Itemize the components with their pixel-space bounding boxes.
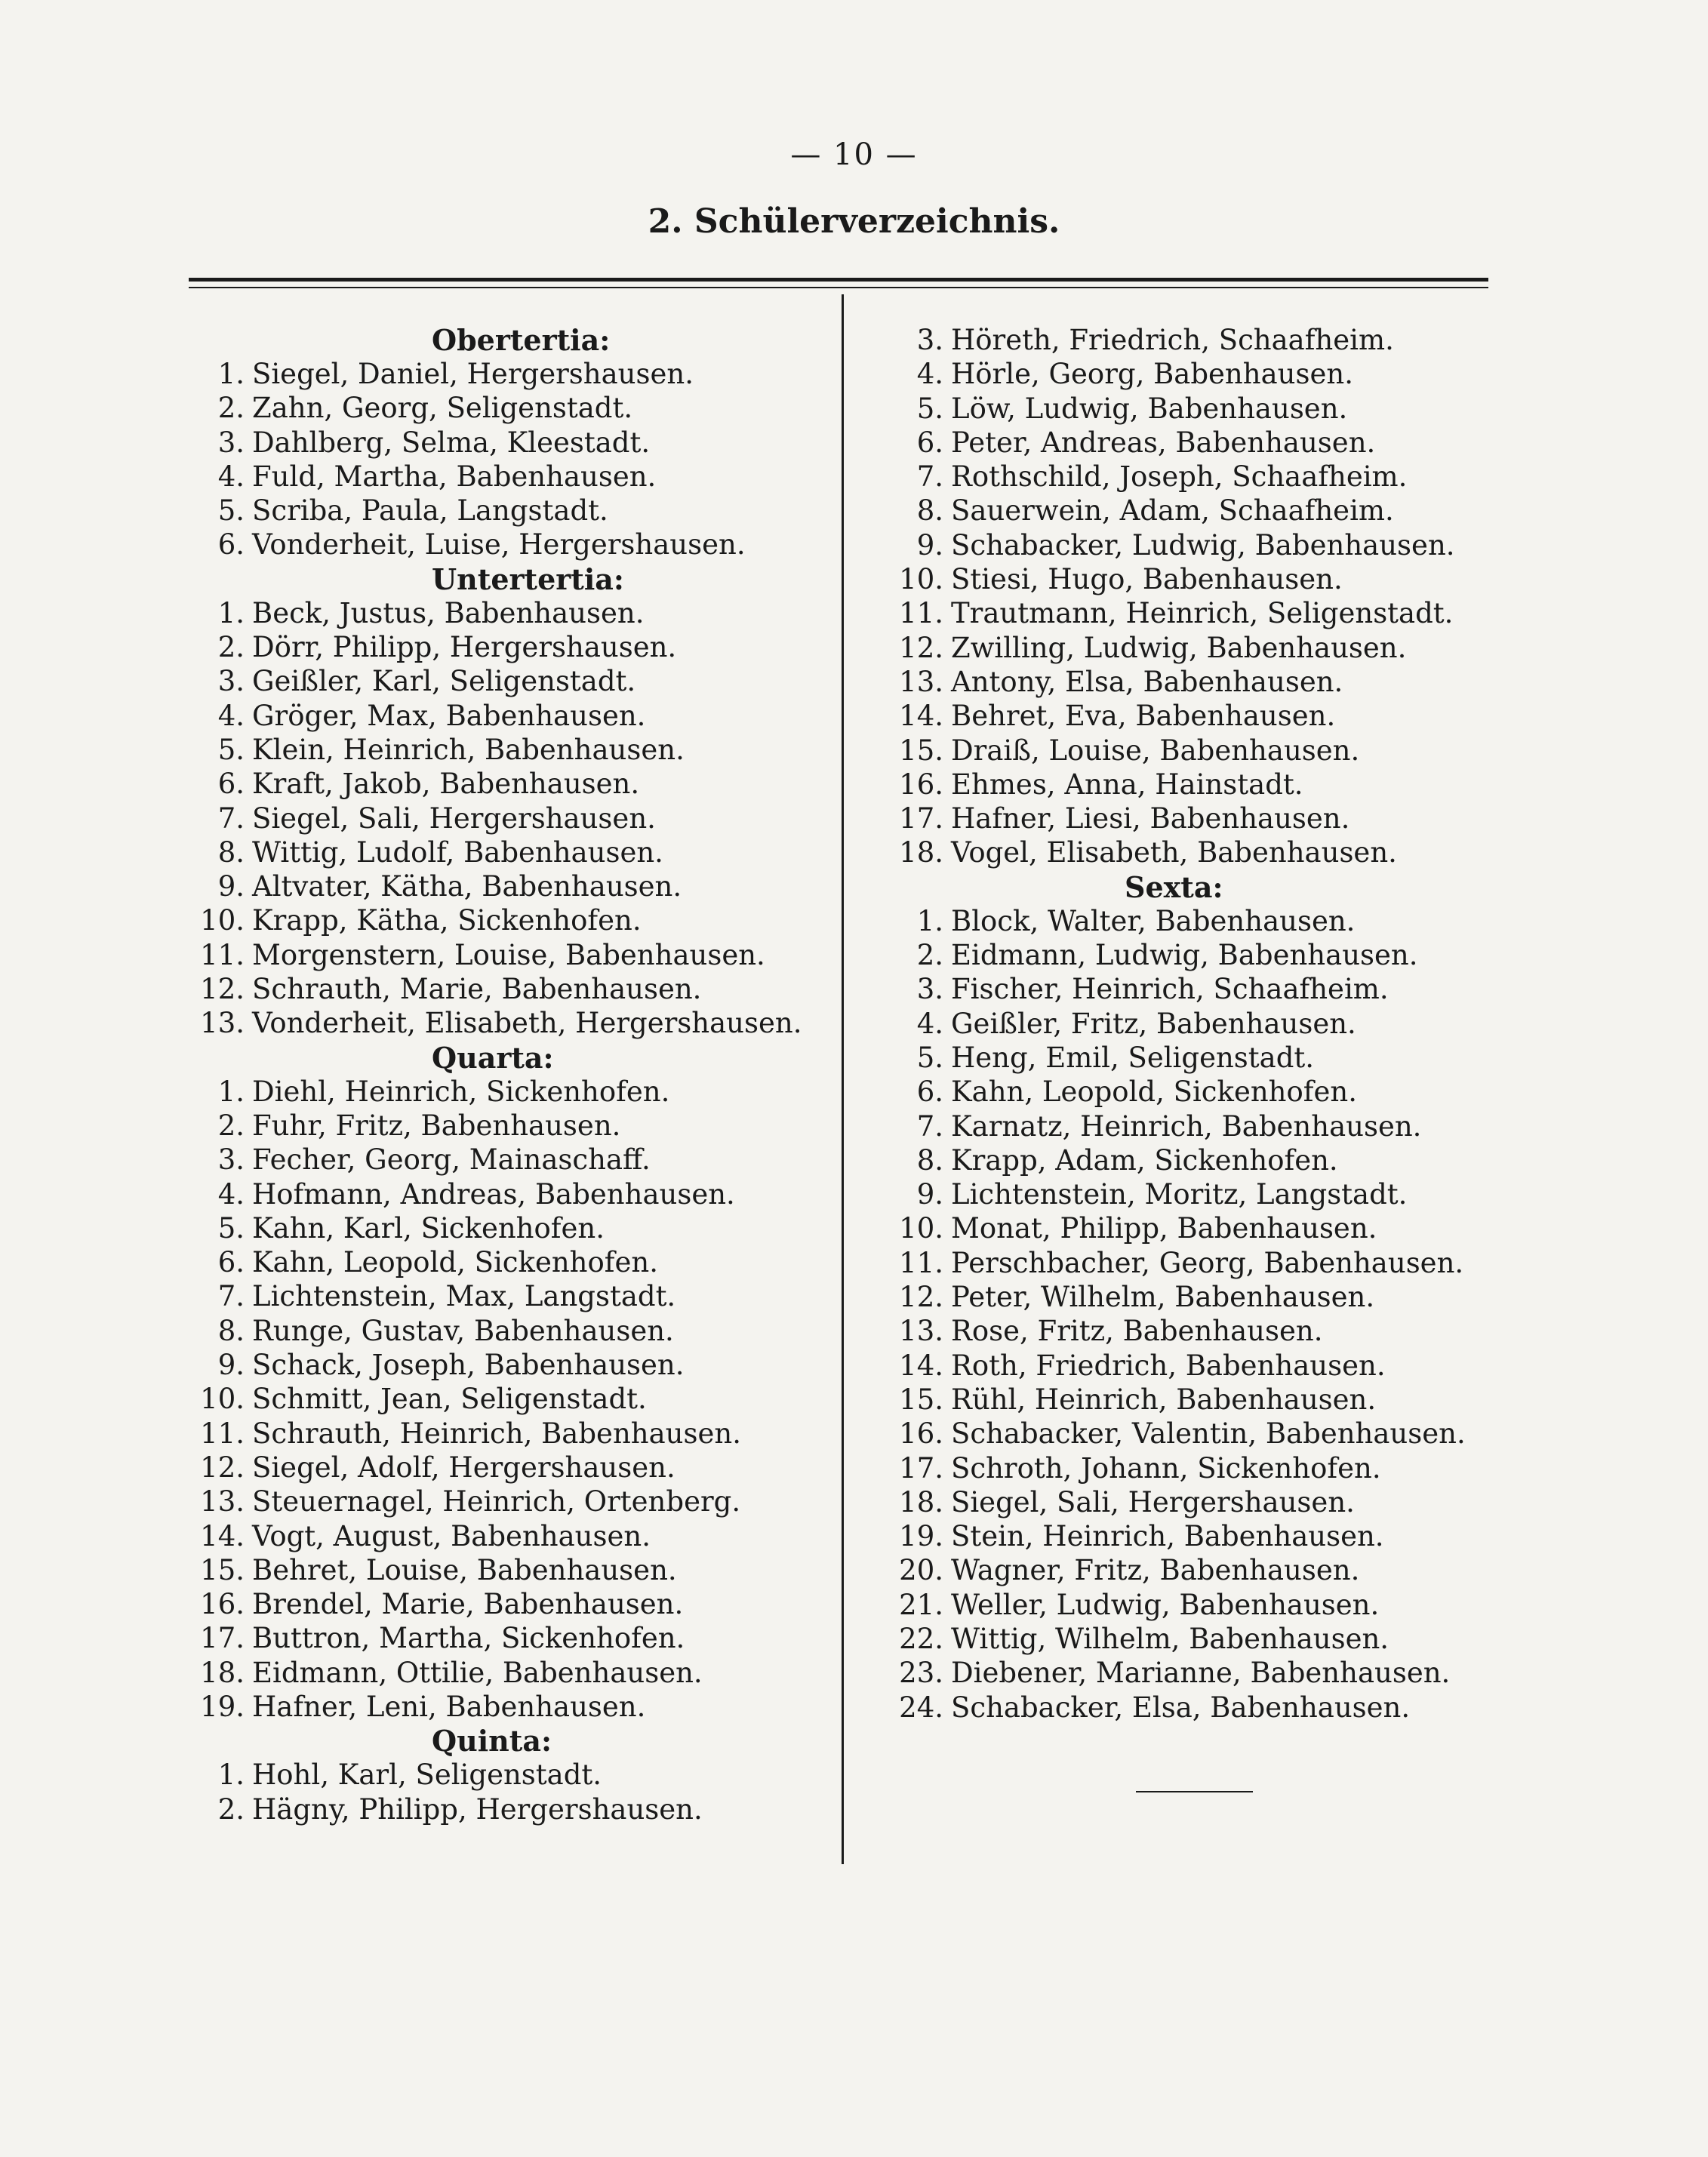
- student-entry: [876, 1691, 1494, 1725]
- student-entry: [198, 699, 817, 733]
- entry-number: 10.: [200, 904, 245, 937]
- student-name: Buttron, Martha, Sickenhofen.: [252, 1622, 685, 1655]
- student-entry: [198, 1451, 817, 1485]
- entry-number: 17.: [899, 802, 943, 835]
- student-name: Stein, Heinrich, Babenhausen.: [951, 1520, 1384, 1553]
- entry-number: 22.: [899, 1622, 943, 1655]
- header-rule-thin: [189, 287, 1488, 288]
- entry-number: 1.: [217, 1075, 245, 1108]
- student-entry: [876, 972, 1494, 1006]
- student-entry: [876, 1109, 1494, 1143]
- student-entry: [876, 1143, 1494, 1177]
- entry-number: 5.: [916, 392, 943, 425]
- student-name: Hägny, Philipp, Hergershausen.: [252, 1792, 703, 1826]
- student-entry: [198, 835, 817, 869]
- entry-number: 6.: [217, 528, 245, 562]
- student-entry: [198, 1177, 817, 1211]
- entry-number: 17.: [899, 1451, 943, 1485]
- entry-number: 4.: [916, 1007, 943, 1040]
- student-entry: [876, 494, 1494, 528]
- student-name: Hafner, Leni, Babenhausen.: [252, 1690, 646, 1723]
- entry-number: 18.: [899, 836, 943, 869]
- student-name: Zahn, Georg, Seligenstadt.: [252, 392, 633, 425]
- student-entry: [198, 767, 817, 801]
- student-entry: [198, 630, 817, 664]
- entry-number: 3.: [217, 665, 245, 698]
- student-entry: [876, 1211, 1494, 1245]
- entry-number: 11.: [899, 1246, 943, 1279]
- entry-number: 17.: [200, 1622, 245, 1655]
- student-name: Diebener, Marianne, Babenhausen.: [951, 1657, 1451, 1690]
- student-name: Wittig, Wilhelm, Babenhausen.: [951, 1622, 1389, 1655]
- student-entry: [198, 1143, 817, 1177]
- student-name: Krapp, Adam, Sickenhofen.: [951, 1143, 1338, 1177]
- student-entry: [876, 323, 1494, 357]
- student-name: Block, Walter, Babenhausen.: [951, 904, 1356, 937]
- student-entry: [876, 357, 1494, 391]
- entry-number: 20.: [899, 1554, 943, 1587]
- student-name: Schack, Joseph, Babenhausen.: [252, 1349, 685, 1382]
- entry-number: 13.: [899, 665, 943, 698]
- student-entry: [876, 904, 1494, 938]
- student-entry: [198, 596, 817, 630]
- student-entry: [876, 1417, 1494, 1451]
- entry-number: 12.: [200, 973, 245, 1006]
- student-name: Rühl, Heinrich, Babenhausen.: [951, 1383, 1377, 1416]
- student-entry: [198, 1417, 817, 1451]
- student-entry: [198, 1792, 817, 1826]
- entry-number: 19.: [200, 1690, 245, 1723]
- student-name: Fuld, Martha, Babenhausen.: [252, 460, 657, 493]
- student-name: Vogel, Elisabeth, Babenhausen.: [951, 836, 1397, 869]
- entry-number: 2.: [217, 1792, 245, 1826]
- student-name: Runge, Gustav, Babenhausen.: [252, 1314, 674, 1347]
- entry-number: 4.: [217, 1177, 245, 1211]
- student-name: Löw, Ludwig, Babenhausen.: [951, 392, 1348, 425]
- student-entry: [198, 460, 817, 494]
- entry-number: 15.: [899, 734, 943, 767]
- entry-number: 9.: [916, 528, 943, 562]
- student-name: Siegel, Sali, Hergershausen.: [951, 1485, 1355, 1519]
- entry-number: 18.: [200, 1656, 245, 1689]
- student-name: Rothschild, Joseph, Schaafheim.: [951, 460, 1408, 494]
- student-name: Kahn, Leopold, Sickenhofen.: [252, 1246, 658, 1279]
- student-entry: [198, 1621, 817, 1655]
- student-entry: [198, 802, 817, 835]
- student-name: Brendel, Marie, Babenhausen.: [252, 1588, 684, 1621]
- entry-number: 14.: [899, 700, 943, 733]
- student-entry: [198, 1485, 817, 1519]
- entry-number: 2.: [217, 631, 245, 664]
- student-entry: [198, 1314, 817, 1348]
- student-name: Hofmann, Andreas, Babenhausen.: [252, 1177, 735, 1211]
- entry-number: 11.: [899, 597, 943, 630]
- entry-number: 16.: [899, 768, 943, 801]
- entry-number: 10.: [200, 1383, 245, 1416]
- student-name: Siegel, Sali, Hergershausen.: [252, 802, 656, 835]
- student-name: Lichtenstein, Moritz, Langstadt.: [951, 1178, 1408, 1211]
- student-entry: [198, 1006, 817, 1040]
- entry-number: 10.: [899, 1212, 943, 1245]
- class-heading: Untertertia:: [432, 562, 624, 596]
- student-entry: [198, 1109, 817, 1143]
- entry-number: 18.: [899, 1485, 943, 1519]
- student-name: Monat, Philipp, Babenhausen.: [951, 1212, 1377, 1245]
- entry-number: 13.: [899, 1315, 943, 1348]
- student-entry: [876, 665, 1494, 699]
- student-entry: [876, 1622, 1494, 1656]
- entry-number: 8.: [217, 1314, 245, 1347]
- entry-number: 5.: [217, 1211, 245, 1245]
- student-entry: [198, 1382, 817, 1416]
- student-entry: [876, 1553, 1494, 1587]
- student-entry: [876, 596, 1494, 630]
- entry-number: 1.: [217, 596, 245, 629]
- entry-number: 11.: [200, 1417, 245, 1450]
- student-entry: [876, 1314, 1494, 1348]
- student-entry: [198, 1553, 817, 1587]
- student-name: Fecher, Georg, Mainaschaff.: [252, 1143, 651, 1177]
- student-name: Hörle, Georg, Babenhausen.: [951, 358, 1353, 391]
- student-entry: [876, 1588, 1494, 1622]
- student-name: Draiß, Louise, Babenhausen.: [951, 734, 1360, 767]
- student-name: Siegel, Daniel, Hergershausen.: [252, 358, 694, 390]
- student-entry: [876, 1383, 1494, 1417]
- student-name: Schabacker, Elsa, Babenhausen.: [951, 1691, 1411, 1724]
- student-name: Heng, Emil, Seligenstadt.: [951, 1041, 1315, 1074]
- entry-number: 7.: [217, 1280, 245, 1313]
- entry-number: 12.: [899, 1281, 943, 1314]
- student-entry: [876, 1246, 1494, 1280]
- entry-number: 3.: [916, 324, 943, 356]
- entry-number: 4.: [217, 699, 245, 732]
- entry-number: 7.: [916, 460, 943, 494]
- entry-number: 5.: [217, 494, 245, 528]
- student-name: Schmitt, Jean, Seligenstadt.: [252, 1383, 647, 1416]
- student-entry: [876, 1177, 1494, 1211]
- student-name: Behret, Louise, Babenhausen.: [252, 1553, 677, 1586]
- student-entry: [198, 357, 817, 391]
- student-name: Antony, Elsa, Babenhausen.: [951, 665, 1343, 698]
- student-entry: [198, 528, 817, 562]
- entry-number: 21.: [899, 1588, 943, 1621]
- entry-number: 3.: [217, 426, 245, 459]
- student-entry: [876, 1656, 1494, 1690]
- student-entry: [876, 802, 1494, 835]
- student-entry: [198, 1211, 817, 1245]
- student-entry: [876, 1007, 1494, 1041]
- student-entry: [198, 1348, 817, 1382]
- entry-number: 15.: [899, 1383, 943, 1416]
- entry-number: 5.: [916, 1041, 943, 1074]
- student-name: Ehmes, Anna, Hainstadt.: [951, 768, 1303, 801]
- student-name: Behret, Eva, Babenhausen.: [951, 700, 1336, 733]
- end-rule: [1136, 1791, 1253, 1792]
- entry-number: 9.: [916, 1178, 943, 1211]
- student-entry: [876, 938, 1494, 972]
- entry-number: 16.: [899, 1417, 943, 1451]
- student-name: Wittig, Ludolf, Babenhausen.: [252, 835, 663, 869]
- entry-number: 19.: [899, 1520, 943, 1553]
- entry-number: 8.: [916, 494, 943, 528]
- student-name: Kahn, Leopold, Sickenhofen.: [951, 1075, 1357, 1109]
- student-name: Vonderheit, Luise, Hergershausen.: [252, 528, 746, 562]
- student-name: Zwilling, Ludwig, Babenhausen.: [951, 631, 1407, 664]
- student-name: Stiesi, Hugo, Babenhausen.: [951, 563, 1343, 596]
- entry-number: 12.: [200, 1451, 245, 1484]
- student-entry: [876, 426, 1494, 460]
- entry-number: 8.: [217, 835, 245, 869]
- student-name: Lichtenstein, Max, Langstadt.: [252, 1280, 676, 1313]
- student-entry: [876, 1485, 1494, 1519]
- student-entry: [198, 1519, 817, 1553]
- entry-number: 14.: [899, 1349, 943, 1382]
- student-entry: [876, 734, 1494, 768]
- entry-number: 8.: [916, 1143, 943, 1177]
- student-name: Karnatz, Heinrich, Babenhausen.: [951, 1109, 1422, 1143]
- student-name: Morgenstern, Louise, Babenhausen.: [252, 938, 765, 971]
- student-name: Schroth, Johann, Sickenhofen.: [951, 1451, 1381, 1485]
- student-entry: [198, 1758, 817, 1792]
- entry-number: 2.: [217, 1109, 245, 1142]
- class-heading: Sexta:: [1125, 869, 1223, 904]
- header-rule: [189, 278, 1488, 282]
- student-name: Schrauth, Marie, Babenhausen.: [252, 973, 702, 1006]
- student-entry: [198, 1075, 817, 1109]
- student-name: Fuhr, Fritz, Babenhausen.: [252, 1109, 621, 1142]
- entry-number: 6.: [916, 1075, 943, 1109]
- entry-number: 6.: [916, 426, 943, 459]
- student-name: Eidmann, Ottilie, Babenhausen.: [252, 1656, 703, 1689]
- student-entry: [876, 528, 1494, 562]
- student-entry: [876, 1451, 1494, 1485]
- entry-number: 1.: [916, 904, 943, 937]
- student-name: Vogt, August, Babenhausen.: [252, 1519, 651, 1552]
- student-name: Klein, Heinrich, Babenhausen.: [252, 733, 685, 766]
- entry-number: 7.: [217, 802, 245, 835]
- student-name: Peter, Andreas, Babenhausen.: [951, 426, 1376, 459]
- student-entry: [198, 391, 817, 425]
- student-name: Sauerwein, Adam, Schaafheim.: [951, 494, 1394, 528]
- class-heading: Quarta:: [432, 1040, 554, 1075]
- student-entry: [198, 1245, 817, 1279]
- student-name: Krapp, Kätha, Sickenhofen.: [252, 904, 642, 937]
- class-heading: Obertertia:: [432, 323, 611, 357]
- student-name: Steuernagel, Heinrich, Ortenberg.: [252, 1485, 741, 1519]
- entry-number: 13.: [200, 1485, 245, 1519]
- entry-number: 9.: [217, 1349, 245, 1382]
- entry-number: 7.: [916, 1109, 943, 1143]
- entry-number: 23.: [899, 1657, 943, 1690]
- entry-number: 2.: [217, 392, 245, 425]
- student-entry: [198, 1587, 817, 1621]
- class-heading: Quinta:: [432, 1724, 552, 1759]
- student-entry: [198, 733, 817, 767]
- student-name: Geißler, Fritz, Babenhausen.: [951, 1007, 1356, 1040]
- student-entry: [876, 1519, 1494, 1553]
- student-name: Peter, Wilhelm, Babenhausen.: [951, 1281, 1375, 1314]
- student-entry: [198, 972, 817, 1006]
- student-name: Rose, Fritz, Babenhausen.: [951, 1315, 1323, 1348]
- entry-number: 4.: [916, 358, 943, 391]
- student-name: Hafner, Liesi, Babenhausen.: [951, 802, 1350, 835]
- student-name: Scriba, Paula, Langstadt.: [252, 494, 608, 528]
- student-entry: [876, 1280, 1494, 1314]
- student-name: Trautmann, Heinrich, Seligenstadt.: [951, 597, 1454, 630]
- student-name: Hohl, Karl, Seligenstadt.: [252, 1759, 602, 1792]
- page-number: — 10 —: [790, 137, 918, 172]
- student-entry: [198, 426, 817, 460]
- entry-number: 6.: [217, 1246, 245, 1279]
- entry-number: 1.: [217, 1759, 245, 1792]
- student-name: Schabacker, Valentin, Babenhausen.: [951, 1417, 1466, 1451]
- student-entry: [198, 664, 817, 698]
- student-entry: [198, 1690, 817, 1724]
- right-column: [876, 323, 1494, 1725]
- student-name: Roth, Friedrich, Babenhausen.: [951, 1349, 1386, 1382]
- student-entry: [198, 938, 817, 972]
- student-entry: [198, 494, 817, 528]
- entry-number: 14.: [200, 1519, 245, 1552]
- student-name: Höreth, Friedrich, Schaafheim.: [951, 324, 1394, 356]
- student-name: Geißler, Karl, Seligenstadt.: [252, 665, 636, 698]
- student-entry: [876, 460, 1494, 494]
- column-divider: [842, 294, 844, 1864]
- student-name: Fischer, Heinrich, Schaafheim.: [951, 973, 1389, 1006]
- entry-number: 2.: [916, 939, 943, 972]
- student-entry: [876, 562, 1494, 596]
- student-entry: [876, 1041, 1494, 1075]
- student-name: Dahlberg, Selma, Kleestadt.: [252, 426, 651, 459]
- entry-number: 13.: [200, 1007, 245, 1040]
- student-name: Dörr, Philipp, Hergershausen.: [252, 631, 677, 664]
- student-entry: [198, 903, 817, 937]
- entry-number: 15.: [200, 1553, 245, 1586]
- student-entry: [876, 631, 1494, 665]
- student-entry: [876, 1075, 1494, 1109]
- student-name: Siegel, Adolf, Hergershausen.: [252, 1451, 676, 1484]
- student-name: Perschbacher, Georg, Babenhausen.: [951, 1246, 1464, 1279]
- student-entry: [876, 392, 1494, 426]
- entry-number: 24.: [899, 1691, 943, 1724]
- entry-number: 3.: [217, 1143, 245, 1177]
- student-name: Gröger, Max, Babenhausen.: [252, 699, 646, 732]
- student-entry: [198, 869, 817, 903]
- student-entry: [876, 835, 1494, 869]
- entry-number: 5.: [217, 733, 245, 766]
- student-entry: [876, 1349, 1494, 1383]
- student-name: Vonderheit, Elisabeth, Hergershausen.: [252, 1007, 802, 1040]
- page-title: 2. Schülerverzeichnis.: [648, 202, 1060, 241]
- student-name: Altvater, Kätha, Babenhausen.: [252, 870, 682, 903]
- entry-number: 6.: [217, 768, 245, 801]
- student-name: Beck, Justus, Babenhausen.: [252, 596, 645, 629]
- student-name: Diehl, Heinrich, Sickenhofen.: [252, 1075, 670, 1108]
- student-entry: [198, 1279, 817, 1313]
- entry-number: 9.: [217, 870, 245, 903]
- student-name: Wagner, Fritz, Babenhausen.: [951, 1554, 1360, 1587]
- entry-number: 3.: [916, 973, 943, 1006]
- student-name: Schabacker, Ludwig, Babenhausen.: [951, 528, 1455, 562]
- entry-number: 12.: [899, 631, 943, 664]
- student-name: Weller, Ludwig, Babenhausen.: [951, 1588, 1380, 1621]
- entry-number: 4.: [217, 460, 245, 493]
- entry-number: 11.: [200, 938, 245, 971]
- entry-number: 10.: [899, 563, 943, 596]
- student-name: Schrauth, Heinrich, Babenhausen.: [252, 1417, 741, 1450]
- student-entry: [876, 768, 1494, 802]
- student-entry: [876, 699, 1494, 733]
- student-name: Eidmann, Ludwig, Babenhausen.: [951, 939, 1418, 972]
- entry-number: 16.: [200, 1588, 245, 1621]
- student-name: Kraft, Jakob, Babenhausen.: [252, 768, 640, 801]
- student-name: Kahn, Karl, Sickenhofen.: [252, 1211, 605, 1245]
- left-column: [198, 323, 817, 1826]
- entry-number: 1.: [217, 358, 245, 390]
- student-entry: [198, 1656, 817, 1690]
